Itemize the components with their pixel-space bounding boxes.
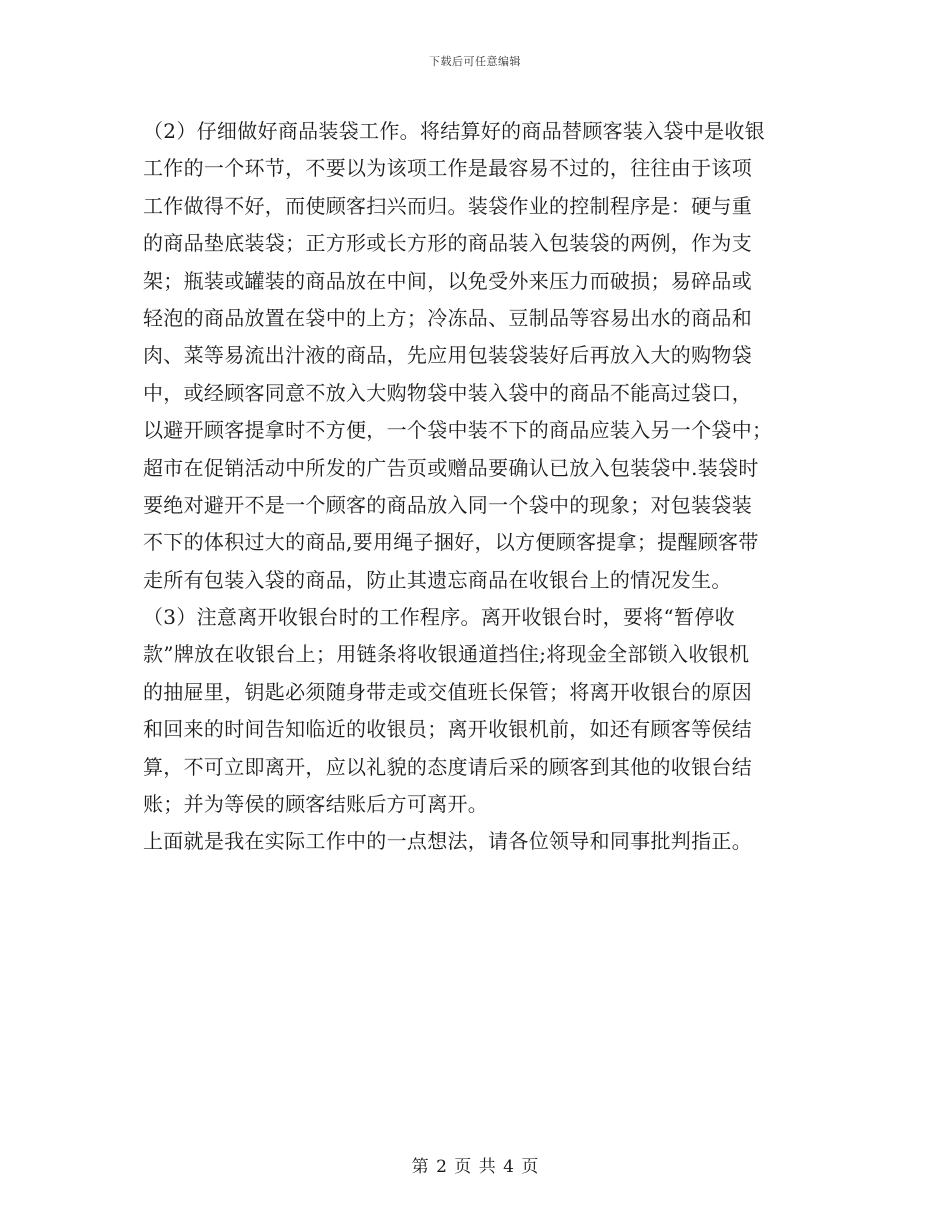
text-line: 不下的体积过大的商品,要用绳子捆好，以方便顾客提拿；提醒顾客带 — [143, 530, 759, 555]
text-line: （3）注意离开收银台时的工作程序。离开收银台时，要将“暂停收 — [143, 605, 735, 630]
text-line: 账；并为等侯的顾客结账后方可离开。 — [143, 792, 489, 817]
text-line: 超市在促销活动中所发的广告页或赠品要确认已放入包装袋中.装袋时 — [143, 455, 759, 480]
text-line: 中，或经顾客同意不放入大购物袋中装入袋中的商品不能高过袋口， — [143, 380, 752, 405]
text-line: 以避开顾客提拿时不方便，一个袋中装不下的商品应装入另一个袋中； — [143, 418, 773, 443]
page-number: 第 2 页 共 4 页 — [411, 1157, 539, 1177]
text-line: 轻泡的商品放置在袋中的上方；冷冻品、豆制品等容易出水的商品和 — [143, 305, 752, 330]
text-line: 的商品垫底装袋；正方形或长方形的商品装入包装袋的两例，作为支 — [143, 231, 752, 256]
text-line: 肉、菜等易流出汁液的商品，先应用包装袋装好后再放入大的购物袋 — [143, 343, 752, 368]
page-header: 下载后可任意编辑 — [429, 55, 521, 68]
text-line: 架；瓶装或罐装的商品放在中间，以免受外来压力而破损；易碎品或 — [143, 268, 752, 293]
text-line: 工作做得不好，而使顾客扫兴而归。装袋作业的控制程序是：硬与重 — [143, 193, 752, 218]
text-line: （2）仔细做好商品装袋工作。将结算好的商品替顾客装入袋中是收银 — [143, 119, 766, 143]
text-line: 工作的一个环节，不要以为该项工作是最容易不过的，往往由于该项 — [143, 156, 752, 181]
document-body — [143, 113, 808, 861]
text-line: 算，不可立即离开，应以礼貌的态度请后采的顾客到其他的收银台结 — [143, 754, 752, 779]
text-line: 要绝对避开不是一个顾客的商品放入同一个袋中的现象；对包装袋装 — [143, 492, 752, 517]
text-line: 的抽屉里，钥匙必须随身带走或交值班长保管；将离开收银台的原因 — [143, 679, 752, 704]
text-line: 款”牌放在收银台上；用链条将收银通道挡住;将现金全部锁入收银机 — [143, 642, 750, 667]
text-line: 上面就是我在实际工作中的一点想法，请各位领导和同事批判指正。 — [143, 829, 752, 854]
text-line: 和回来的时间告知临近的收银员；离开收银机前，如还有顾客等侯结 — [143, 717, 752, 742]
text-line: 走所有包装入袋的商品，防止其遗忘商品在收银台上的情况发生。 — [143, 567, 732, 592]
